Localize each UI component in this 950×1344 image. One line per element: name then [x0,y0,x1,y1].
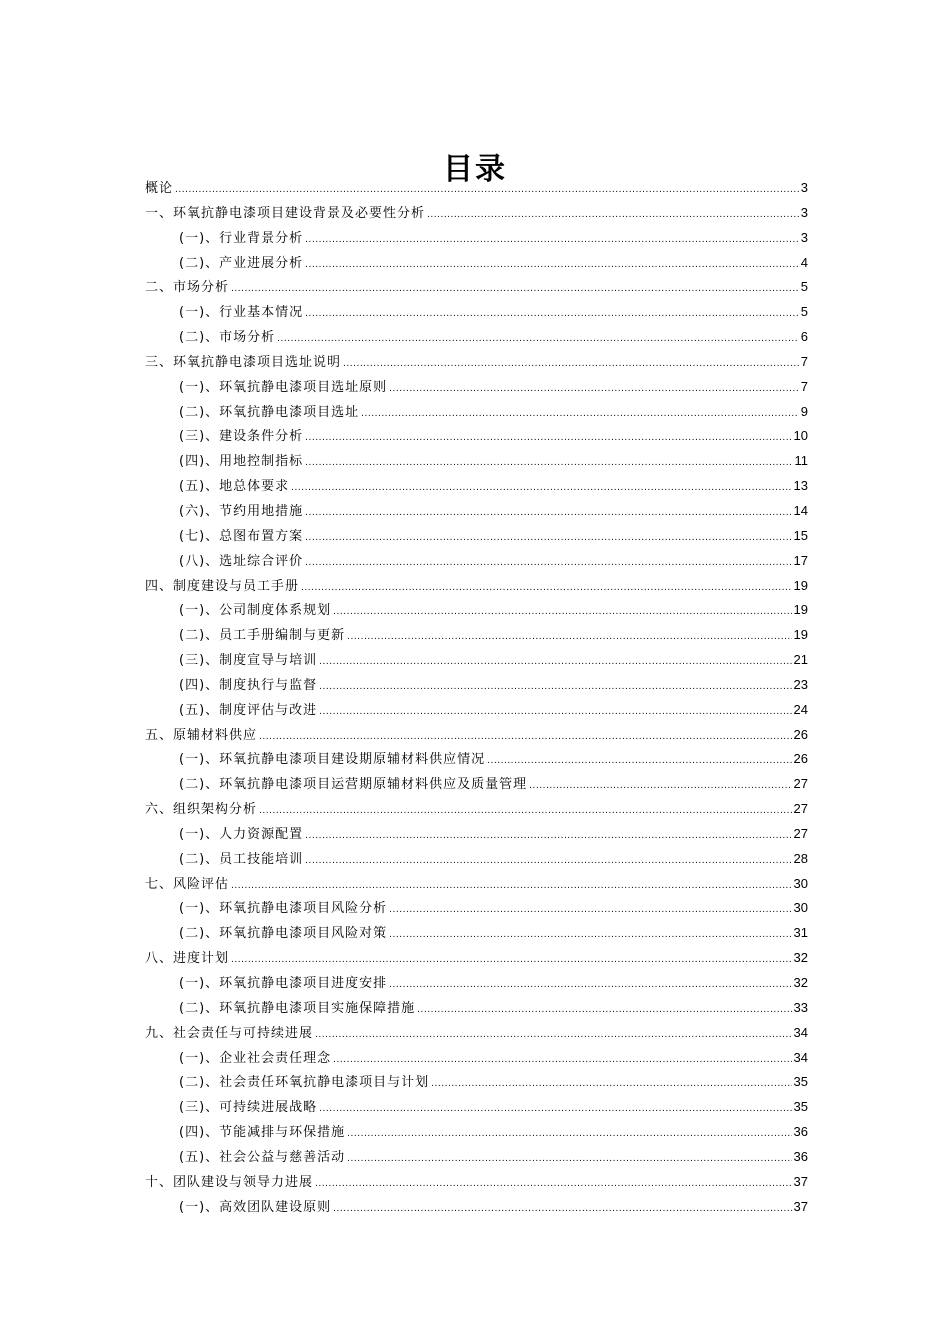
toc-page-number: 5 [800,279,808,295]
toc-page-number: 19 [793,577,808,593]
toc-subentry[interactable] [145,996,808,1021]
toc-dot-leader [333,1048,791,1073]
toc-entry-title: (一)、高效团队建设原则 [179,1199,332,1215]
toc-page-number: 30 [793,875,808,891]
toc-dot-leader [259,799,792,824]
toc-entry-title: (二)、环氧抗静电漆项目运营期原辅材料供应及质量管理 [179,777,528,793]
toc-page-number: 30 [793,900,808,916]
toc-dot-leader [231,874,792,899]
toc-subentry[interactable] [145,251,808,276]
toc-page-number: 3 [800,229,808,245]
toc-subentry[interactable] [145,1195,808,1220]
toc-page-number: 33 [793,999,808,1015]
toc-dot-leader [389,923,791,948]
toc-entry[interactable] [145,797,808,822]
toc-dot-leader [361,402,799,427]
toc-entry-title: 十、团队建设与领导力进展 [145,1174,314,1190]
toc-page-number: 35 [793,1074,808,1090]
toc-subentry[interactable] [145,524,808,549]
toc-subentry[interactable] [145,549,808,574]
toc-dot-leader [305,526,791,551]
toc-page-number: 24 [793,701,808,717]
toc-subentry[interactable] [145,971,808,996]
toc-dot-leader [305,228,799,253]
toc-entry-title: (二)、社会责任环氧抗静电漆项目与计划 [179,1075,430,1091]
toc-dot-leader [259,725,792,750]
toc-page-number: 37 [793,1173,808,1189]
toc-subentry[interactable] [145,449,808,474]
toc-subentry[interactable] [145,847,808,872]
toc-dot-leader [315,1172,792,1197]
toc-page-number: 36 [793,1148,808,1164]
toc-dot-leader [319,1097,791,1122]
toc-page-number: 4 [800,254,808,270]
toc-page-number: 28 [793,850,808,866]
toc-entry-title: (二)、环氧抗静电漆项目风险对策 [179,926,388,942]
toc-page-number: 26 [793,751,808,767]
toc-dot-leader [343,352,799,377]
toc-entry-title: 八、进度计划 [145,951,230,967]
toc-entry-title: (四)、制度执行与监督 [179,677,318,693]
toc-page-number: 31 [793,925,808,941]
toc-subentry[interactable] [145,400,808,425]
toc-entry-title: 概论 [145,181,174,196]
page-title: 目录 [443,152,507,188]
toc-page-number: 23 [793,676,808,692]
toc-dot-leader [529,774,791,799]
toc-entry-title: (二)、员工手册编制与更新 [179,628,346,644]
toc-page-number: 35 [793,1099,808,1115]
toc-entry-title: (八)、选址综合评价 [179,553,304,569]
toc-dot-leader [319,700,791,725]
toc-subentry[interactable] [145,648,808,673]
toc-subentry[interactable] [145,896,808,921]
toc-subentry[interactable] [145,424,808,449]
toc-entry-title: (二)、产业进展分析 [179,255,304,271]
toc-entry-title: (三)、可持续进展战略 [179,1100,318,1116]
toc-entry-title: (三)、制度宣导与培训 [179,653,318,669]
toc-page-number: 5 [800,304,808,320]
toc-dot-leader [305,451,792,476]
toc-subentry[interactable] [145,598,808,623]
toc-dot-leader [305,302,799,327]
toc-dot-leader [305,824,791,849]
toc-page-number: 34 [793,1024,808,1040]
toc-page-number: 10 [793,428,808,444]
toc-entry-title: (五)、地总体要求 [179,479,290,495]
toc-page-number: 26 [793,726,808,742]
toc-subentry[interactable] [145,1120,808,1145]
toc-page-number: 7 [800,353,808,369]
toc-subentry[interactable] [145,226,808,251]
toc-dot-leader [347,625,791,650]
toc-dot-leader [175,178,799,203]
toc-subentry[interactable] [145,474,808,499]
toc-subentry[interactable] [145,1145,808,1170]
toc-entry-title: (一)、公司制度体系规划 [179,603,332,619]
toc-subentry[interactable] [145,698,808,723]
toc-dot-leader [431,1072,791,1097]
toc-entry[interactable] [145,946,808,971]
toc-subentry[interactable] [145,921,808,946]
toc-subentry[interactable] [145,1070,808,1095]
toc-entry-title: (七)、总图布置方案 [179,528,304,544]
toc-entry-title: (一)、行业基本情况 [179,305,304,321]
toc-subentry[interactable] [145,822,808,847]
toc-entry[interactable] [145,176,808,201]
toc-dot-leader [301,576,792,601]
toc-entry-title: 二、市场分析 [145,280,230,296]
toc-entry-title: (一)、人力资源配置 [179,826,304,842]
toc-page-number: 27 [793,825,808,841]
toc-dot-leader [305,426,791,451]
toc-subentry[interactable] [145,772,808,797]
toc-dot-leader [231,277,799,302]
toc-entry[interactable] [145,574,808,599]
toc-dot-leader [305,551,791,576]
toc-page-number: 9 [800,403,808,419]
toc-page-number: 3 [800,204,808,220]
toc-dot-leader [277,327,799,352]
toc-page-number: 32 [793,950,808,966]
toc-entry-title: (六)、节约用地措施 [179,503,304,519]
toc-entry[interactable] [145,872,808,897]
toc-page-number: 17 [793,552,808,568]
toc-dot-leader [333,1197,791,1222]
toc-entry-title: (一)、环氧抗静电漆项目选址原则 [179,379,388,395]
toc-entry-title: (一)、环氧抗静电漆项目进度安排 [179,976,388,991]
table-of-contents [145,176,808,1219]
toc-subentry[interactable] [145,1095,808,1120]
toc-page-number: 15 [793,527,808,543]
toc-entry[interactable] [145,1170,808,1195]
toc-dot-leader [319,650,791,675]
toc-subentry[interactable] [145,747,808,772]
toc-entry-title: (二)、环氧抗静电漆项目选址 [179,404,360,420]
toc-page-number: 21 [793,652,808,668]
toc-page-number: 34 [793,1049,808,1065]
toc-dot-leader [333,600,791,625]
toc-page-number: 14 [793,502,808,518]
toc-page-number: 27 [793,801,808,817]
toc-entry-title: (三)、建设条件分析 [179,429,304,445]
toc-dot-leader [305,501,791,526]
toc-dot-leader [291,476,791,501]
toc-subentry[interactable] [145,325,808,350]
toc-subentry[interactable] [145,300,808,325]
toc-entry[interactable] [145,723,808,748]
toc-page-number: 19 [793,627,808,643]
toc-entry[interactable] [145,1021,808,1046]
toc-page-number: 36 [793,1124,808,1140]
toc-dot-leader [427,203,799,228]
toc-dot-leader [347,1122,791,1147]
toc-entry-title: (一)、环氧抗静电漆项目建设期原辅材料供应情况 [179,752,486,768]
toc-dot-leader [389,973,791,998]
toc-dot-leader [347,1147,791,1172]
toc-subentry[interactable] [145,1046,808,1071]
toc-entry-title: (四)、用地控制指标 [179,454,304,470]
toc-entry[interactable] [145,201,808,226]
toc-dot-leader [389,377,799,402]
toc-subentry[interactable] [145,499,808,524]
toc-entry-title: 七、风险评估 [145,876,230,892]
toc-dot-leader [231,948,792,973]
toc-page-number: 7 [800,378,808,394]
toc-dot-leader [389,898,791,923]
toc-subentry[interactable] [145,673,808,698]
toc-entry-title: (二)、员工技能培训 [179,851,304,867]
toc-page-number: 19 [793,602,808,618]
toc-page-number: 3 [800,180,808,195]
toc-entry-title: (二)、市场分析 [179,330,276,346]
toc-dot-leader [417,998,791,1023]
toc-dot-leader [305,849,791,874]
toc-entry[interactable] [145,275,808,300]
toc-entry-title: (一)、行业背景分析 [179,230,304,246]
toc-entry-title: (五)、社会公益与慈善活动 [179,1149,346,1165]
toc-entry-title: (四)、节能减排与环保措施 [179,1125,346,1141]
toc-subentry[interactable] [145,375,808,400]
toc-dot-leader [315,1023,792,1048]
toc-entry-title: 三、环氧抗静电漆项目选址说明 [145,354,342,370]
toc-dot-leader [305,253,799,278]
toc-entry-title: 四、制度建设与员工手册 [145,578,300,594]
toc-entry-title: (一)、环氧抗静电漆项目风险分析 [179,901,388,917]
toc-entry-title: 九、社会责任与可持续进展 [145,1025,314,1041]
toc-dot-leader [319,675,791,700]
toc-page-number: 32 [793,975,808,990]
toc-page-number: 27 [793,776,808,792]
toc-page-number: 13 [793,478,808,494]
toc-page-number: 37 [793,1198,808,1214]
toc-page-number: 11 [794,453,808,469]
toc-entry-title: (二)、环氧抗静电漆项目实施保障措施 [179,1000,416,1016]
toc-entry-title: 六、组织架构分析 [145,802,258,818]
toc-page-number: 6 [800,329,808,345]
toc-entry-title: 五、原辅材料供应 [145,727,258,743]
toc-dot-leader [487,749,791,774]
toc-entry[interactable] [145,350,808,375]
toc-subentry[interactable] [145,623,808,648]
toc-entry-title: (一)、企业社会责任理念 [179,1050,332,1066]
toc-entry-title: 一、环氧抗静电漆项目建设背景及必要性分析 [145,205,426,221]
toc-entry-title: (五)、制度评估与改进 [179,702,318,718]
